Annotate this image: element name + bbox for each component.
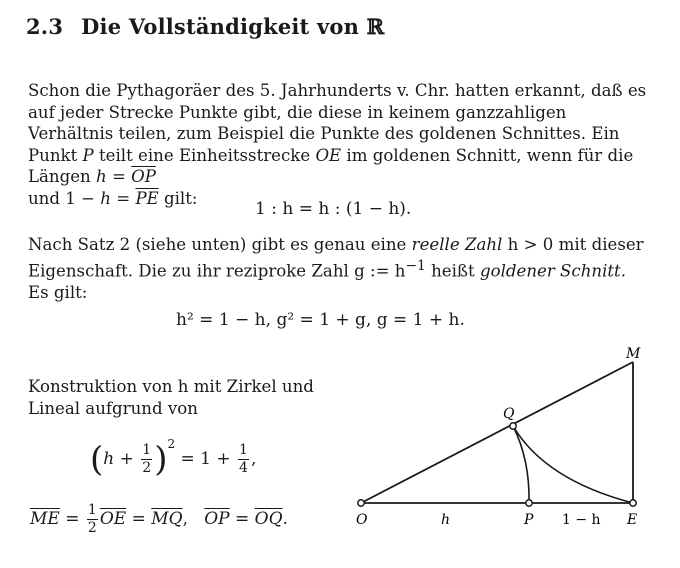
label-o: O — [356, 512, 368, 528]
point-q — [510, 423, 516, 429]
label-one-minus-h: 1 − h — [562, 512, 601, 528]
label-e: E — [627, 512, 638, 528]
paragraph-2: Nach Satz 2 (siehe unten) gibt es genau eine reelle Zahl h > 0 mit dieser Eigenschaft. Die zu ihr reziproke Zahl g := $h^{-1}$ heißt goldener Schnitt. Es gilt: — [28, 235, 644, 302]
arc-mq — [513, 426, 633, 503]
point-o — [358, 500, 364, 506]
label-p: P — [524, 512, 534, 528]
real-numbers-symbol: ℝ — [366, 14, 385, 39]
section-heading — [26, 14, 384, 39]
equation-segments: $\overline{ME}$ = $\frac{1}{2}$ $\overline{OE} = \overline{MQ}$, $\overline{OP} = \overline{OQ}$. — [30, 502, 288, 536]
display-equation-2: h² = 1 − h, g² = 1 + g, g = 1 + h. — [176, 310, 465, 330]
golden-section-construction-diagram — [345, 340, 665, 540]
label-q: Q — [503, 406, 515, 422]
point-p — [526, 500, 532, 506]
section-number: 2.3 — [26, 14, 64, 39]
figure-caption: Konstruktion von h mit Zirkel und Lineal aufgrund von — [28, 377, 314, 418]
paragraph-1: Schon die Pythagoräer des 5. Jahrhunderts v. Chr. hatten erkannt, daß es auf jeder Strecke Punkte gibt, die diese in keinem ganzzahligen Verhältnis teilen, zum Beispiel die Punkte des goldenen Schnittes. Ein Punkt P teilt eine Einheitsstrecke OE im goldenen Schnitt, wenn für die Längen $h = \overline{OP}$ und $1 - h = \overline{PE}$ gilt: — [28, 81, 647, 208]
label-m: M — [626, 346, 641, 362]
label-h: h — [441, 512, 451, 528]
section-title: Die Vollständigkeit von — [81, 14, 360, 39]
point-e — [630, 500, 636, 506]
display-equation-1: 1 : h = h : (1 − h). — [255, 199, 412, 219]
equation-square: (h + $\frac{1}{2}$ )$^2$ = 1 + $\frac{1}{4}$ , — [90, 437, 257, 480]
segment-om — [361, 362, 633, 503]
